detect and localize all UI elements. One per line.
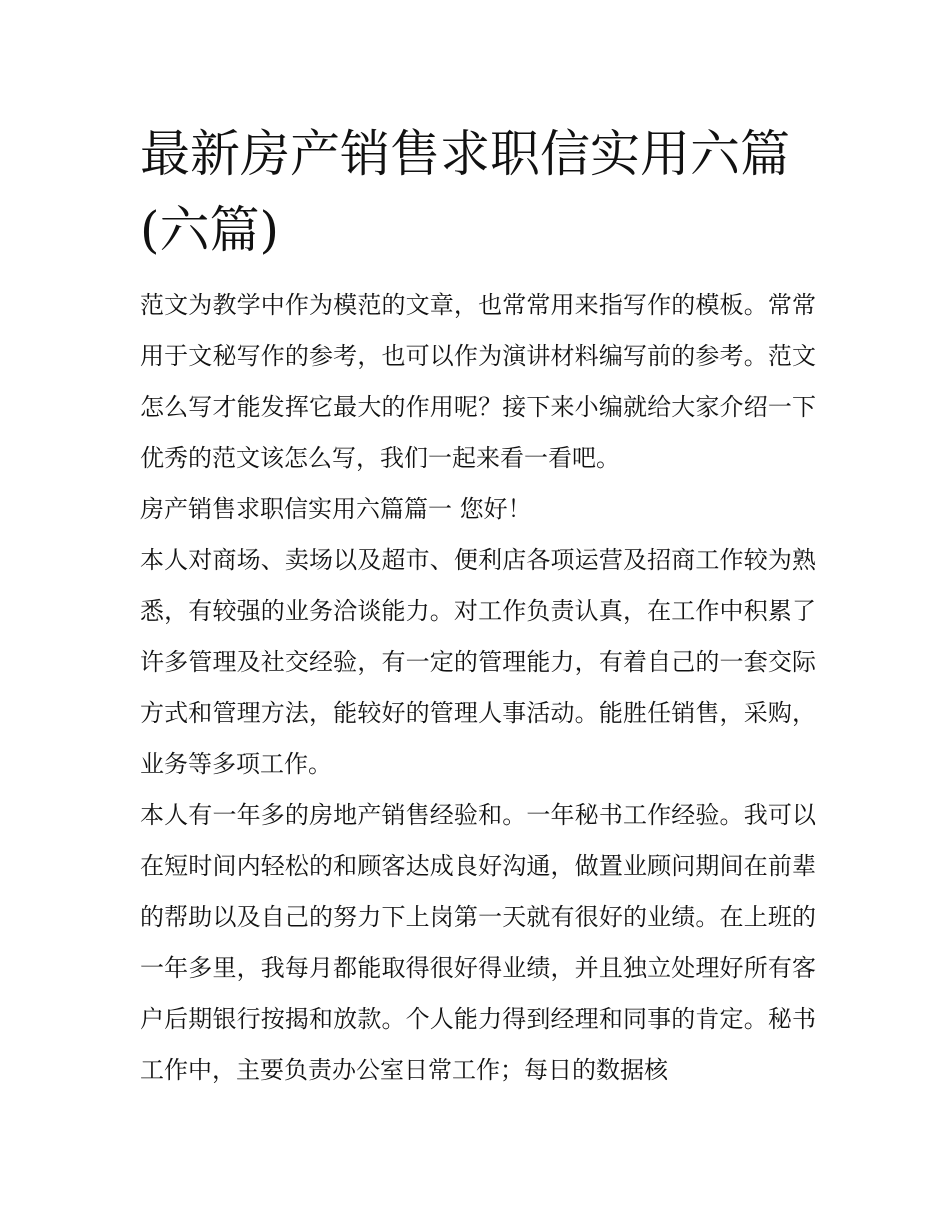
document-title: 最新房产销售求职信实用六篇(六篇) [140, 125, 790, 259]
paragraph-greeting: 房产销售求职信实用六篇篇一 您好！ [140, 495, 532, 523]
document-body [140, 280, 816, 1096]
paragraph-experience: 本人对商场、卖场以及超市、便利店各项运营及招商工作较为熟悉，有较强的业务洽谈能力。对工作负责认真，在工作中积累了许多管理及社交经验，有一定的管理能力，有着自己的一套交际方式和管理方法，能较好的管理人事活动。能胜任销售，采购，业务等多项工作。 [140, 546, 816, 778]
paragraph-intro: 范文为教学中作为模范的文章，也常常用来指写作的模板。常常用于文秘写作的参考，也可以作为演讲材料编写前的参考。范文怎么写才能发挥它最大的作用呢？接下来小编就给大家介绍一下优秀的范文该怎么写，我们一起来看一看吧。 [140, 291, 816, 472]
paragraph-sales-background: 本人有一年多的房地产销售经验和。一年秘书工作经验。我可以在短时间内轻松的和顾客达成良好沟通，做置业顾问期间在前辈的帮助以及自己的努力下上岗第一天就有很好的业绩。在上班的一年多里，我每月都能取得很好得业绩，并且独立处理好所有客户后期银行按揭和放款。个人能力得到经理和同事的肯定。秘书工作中，主要负责办公室日常工作；每日的数据核 [140, 801, 816, 1084]
